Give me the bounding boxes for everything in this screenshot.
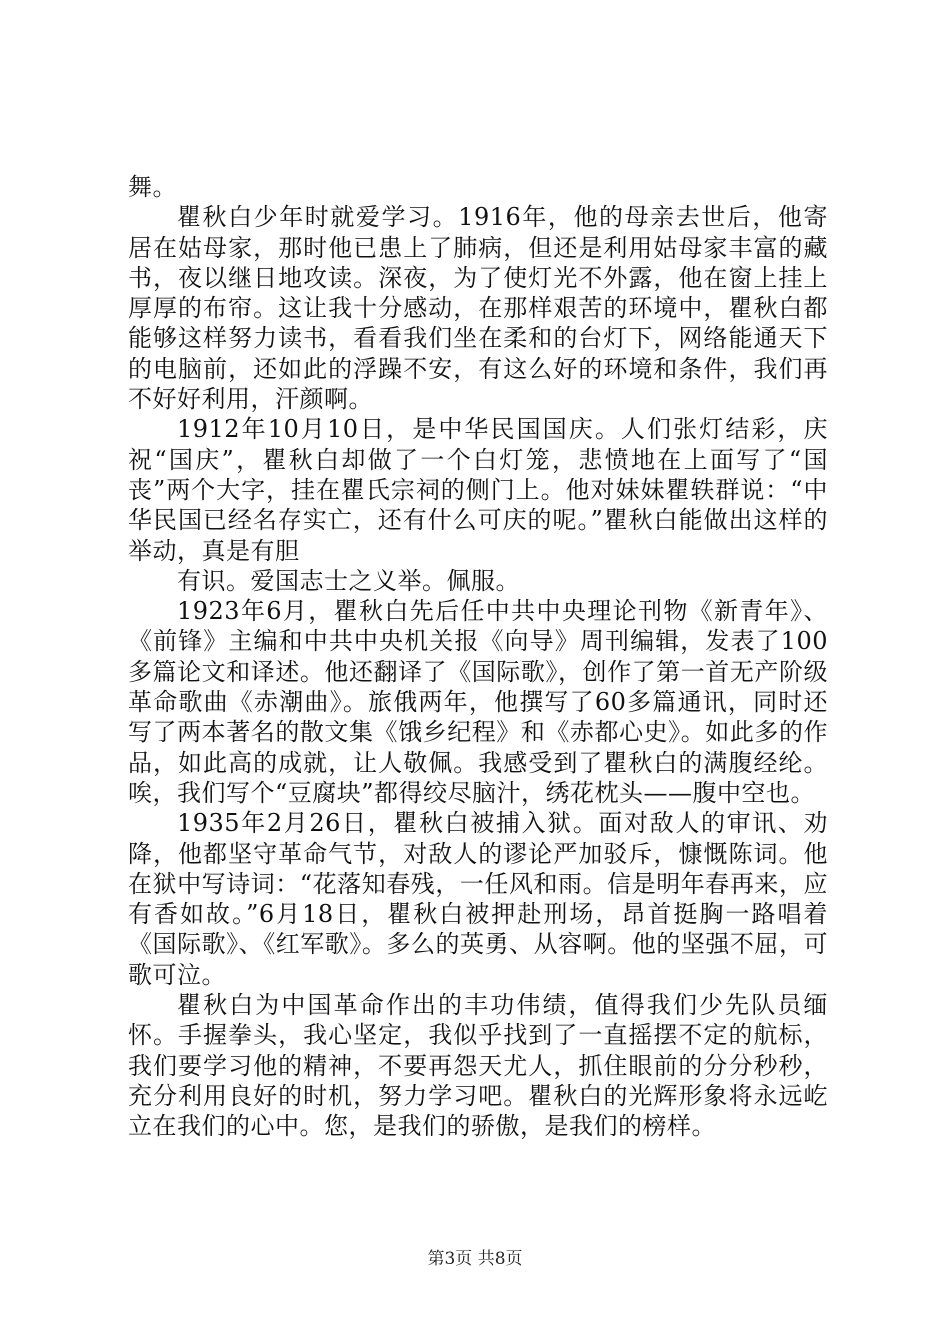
paragraph-study: 瞿秋白少年时就爱学习。1916年，他的母亲去世后，他寄居在姑母家，那时他已患上了肺病，但还是利用姑母家丰富的藏书，夜以继日地攻读。深夜，为了使灯光不外露，他在窗上挂上厚厚的布帘。这让我十分感动，在那样艰苦的环境中，瞿秋白都能够这样努力读书，看看我们坐在柔和的台灯下，网络能通天下的电脑前，还如此的浮躁不安，有这么好的环境和条件，我们再不好好利用，汗颜啊。: [128, 203, 828, 414]
paragraph-continuation: 舞。: [128, 173, 177, 201]
paragraph-admiration: 有识。爱国志士之义举。佩服。: [177, 566, 520, 595]
page-number-footer: 第3页 共8页: [427, 1249, 523, 1269]
paragraph-national-day: 1912年10月10日，是中华民国国庆。人们张灯结彩，庆祝“国庆”，瞿秋白却做了一个白灯笼，悲愤地在上面写了“国丧”两个大字，挂在瞿氏宗祠的侧门上。他对妹妹瞿轶群说：“中华民国已经名存实亡，还有什么可庆的呢。”瞿秋白能做出这样的举动，真是有胆: [128, 415, 828, 565]
paragraph-conclusion: 瞿秋白为中国革命作出的丰功伟绩，值得我们少先队员缅怀。手握拳头，我心坚定，我似乎找到了一直摇摆不定的航标，我们要学习他的精神，不要再怨天尤人，抓住眼前的分分秒秒，充分利用良好的时机，努力学习吧。瞿秋白的光辉形象将永远屹立在我们的心中。您，是我们的骄傲，是我们的榜样。: [128, 991, 828, 1141]
document-body: [128, 172, 828, 1142]
paragraph-works: 1923年6月，瞿秋白先后任中共中央理论刊物《新青年》、《前锋》主编和中共中央机关报《向导》周刊编辑，发表了100多篇论文和译述。他还翻译了《国际歌》，创作了第一首无产阶级革命歌曲《赤潮曲》。旅俄两年，他撰写了60多篇通讯，同时还写了两本著名的散文集《饿乡纪程》和《赤都心史》。如此多的作品，如此高的成就，让人敬佩。我感受到了瞿秋白的满腹经纶。唉，我们写个“豆腐块”都得绞尽脑汁，绣花枕头——腹中空也。: [128, 597, 828, 807]
paragraph-prison: 1935年2月26日，瞿秋白被捕入狱。面对敌人的审讯、劝降，他都坚守革命气节，对敌人的谬论严加驳斥，慷慨陈词。他在狱中写诗词：“花落知春残，一任风和雨。信是明年春再来，应有香如故。”6月18日，瞿秋白被押赴刑场，昂首挺胸一路唱着《国际歌》、《红军歌》。多么的英勇、从容啊。他的坚强不屈，可歌可泣。: [128, 809, 828, 989]
